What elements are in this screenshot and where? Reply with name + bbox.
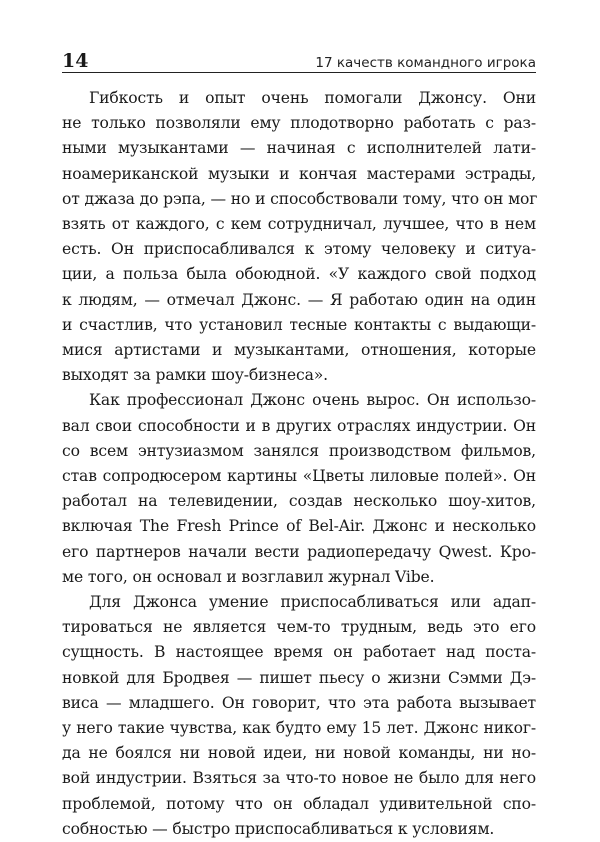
text-line: ции, а польза была обоюдной. «У каждого свой подход [62, 265, 536, 284]
page-header [62, 44, 536, 72]
paragraph-3 [62, 590, 536, 842]
text-line: став сопродюсером картины «Цветы лиловые полей». Он [62, 467, 536, 486]
paragraph-2 [62, 388, 536, 590]
text-line: от джаза до рэпа, — но и способствовали тому, что он мог [62, 189, 538, 208]
text-line: не только позволяли ему плодотворно работать с раз- [62, 114, 536, 133]
text-line: Как профессионал Джонс очень вырос. Он использо- [89, 391, 536, 410]
text-line: мися артистами и музыкантами, отношения, которые [62, 341, 536, 360]
page-number: 14 [62, 50, 89, 72]
text-line: со всем энтузиазмом занялся производством фильмов, [62, 441, 536, 460]
text-line: ме того, он основал и возглавил журнал Vibe. [62, 567, 435, 586]
text-line: взять от каждого, с кем сотрудничал, лучшее, что в нем [62, 215, 536, 234]
text-line: его партнеров начали вести радиопередачу Qwest. Кро- [62, 542, 536, 561]
text-line: к людям, — отмечал Джонс. — Я работаю один на один [62, 290, 536, 309]
text-line: есть. Он приспосабливался к этому человеку и ситуа- [62, 240, 536, 259]
text-line: ными музыкантами — начиная с исполнителей лати- [62, 139, 536, 158]
text-line: новкой для Бродвея — пишет пьесу о жизни Сэмми Дэ- [62, 668, 536, 687]
running-title: 17 качеств командного игрока [315, 55, 536, 71]
text-line: ноамериканской музыки и кончая мастерами эстрады, [62, 164, 536, 183]
paragraph-1 [62, 86, 536, 388]
text-line: вал свои способности и в других отраслях индустрии. Он [62, 416, 536, 435]
text-line: Гибкость и опыт очень помогали Джонсу. Они [89, 89, 536, 107]
text-line: выходят за рамки шоу-бизнеса». [62, 366, 328, 385]
text-line: включая The Fresh Prince of Bel-Air. Джонс и несколько [62, 517, 536, 536]
body-text [62, 86, 536, 842]
text-line: у него такие чувства, как будто ему 15 лет. Джонс никог- [62, 719, 536, 738]
text-line: тироваться не является чем-то трудным, ведь это его [62, 618, 536, 637]
text-line: и счастлив, что установил тесные контакты с выдающи- [62, 315, 536, 334]
text-line: Для Джонса умение приспосабливаться или адап- [89, 593, 536, 612]
text-line: виса — младшего. Он говорит, что эта работа вызывает [62, 693, 536, 712]
header-rule [62, 72, 536, 73]
text-line: проблемой, потому что он обладал удивительной спо- [62, 794, 536, 813]
text-line: вой индустрии. Взяться за что-то новое не было для него [62, 769, 536, 788]
text-line: сущность. В настоящее время он работает над поста- [62, 643, 536, 662]
text-line: собностью — быстро приспосабливаться к условиям. [62, 819, 495, 838]
text-line: работал на телевидении, создав несколько шоу-хитов, [62, 492, 536, 511]
text-line: да не боялся ни новой идеи, ни новой команды, ни но- [62, 744, 536, 763]
